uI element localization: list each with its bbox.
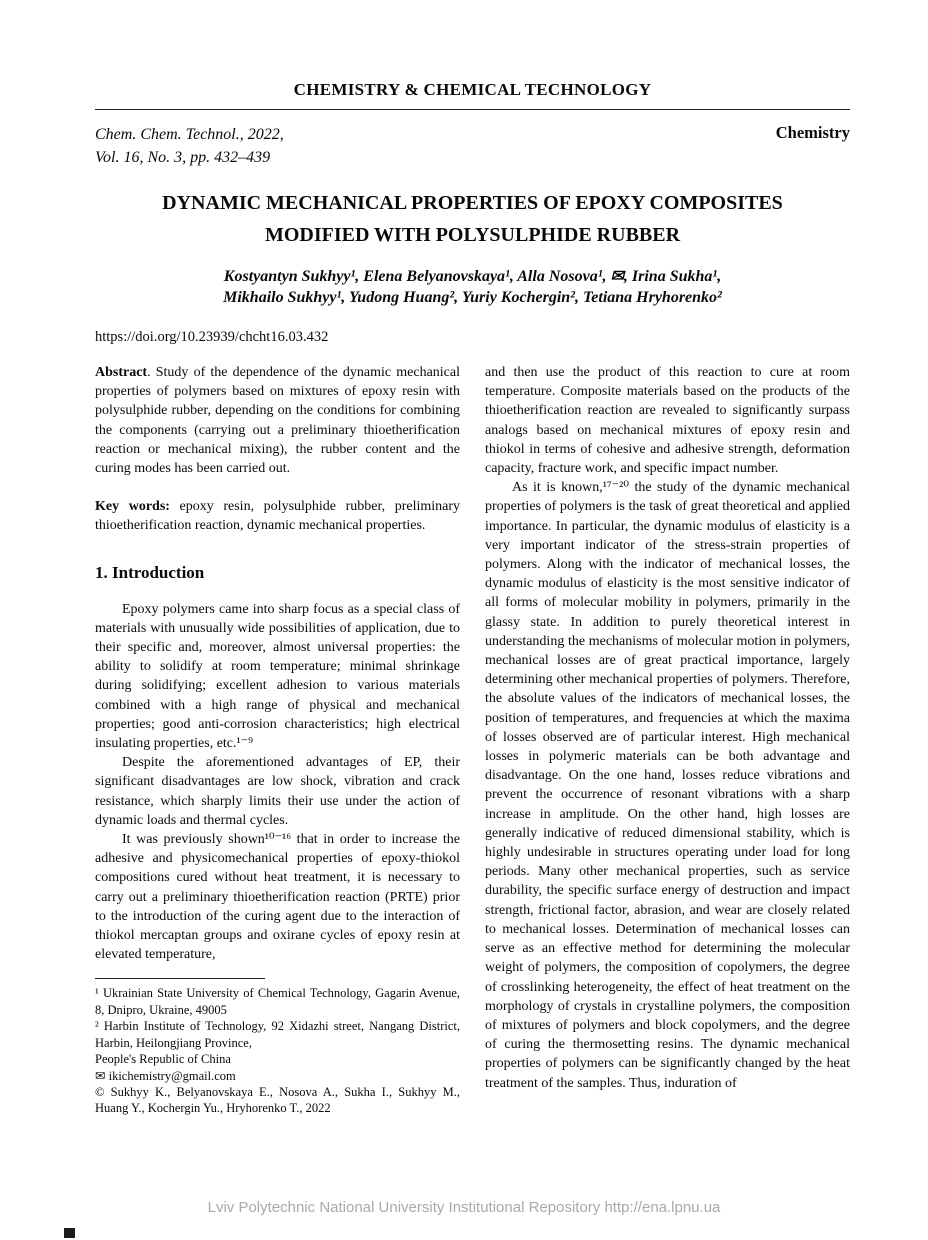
author-list [95,266,850,308]
citation-line-1: Chem. Chem. Technol., 2022, [95,126,284,143]
journal-name: CHEMISTRY & CHEMICAL TECHNOLOGY [293,80,652,99]
author-line-2: Mikhailo Sukhyy¹, Yudong Huang², Yuriy Kochergin², Tetiana Hryhorenko² [223,289,722,306]
two-column-body [95,363,850,1117]
article-title [95,187,850,251]
footnote-affiliation-2-continued: People's Republic of China [95,1052,231,1067]
citation-line-2: Vol. 16, No. 3, pp. 432–439 [95,149,271,166]
keywords-paragraph [95,497,460,535]
page-corner-artifact [64,1228,75,1238]
abstract-paragraph [95,363,460,478]
left-column [95,363,460,1117]
intro-paragraph-2: Despite the aforementioned advantages of EP, their significant disadvantages are low shock, vibration and crack resistance, which sharply limits their use under the action of dynamic loads and thermal cycles. [95,755,460,828]
right-column [485,363,850,1117]
section-heading-introduction: 1. Introduction [95,562,205,582]
author-line-1: Kostyantyn Sukhyy¹, Elena Belyanovskaya¹, Alla Nosova¹, ✉, Irina Sukha¹, [223,268,722,285]
repository-footer: Lviv Polytechnic National University Institutional Repository http://ena.lpnu.ua [207,1199,721,1216]
footnote-copyright: © Sukhyy K., Belyanovskaya E., Nosova A., Sukha I., Sukhyy M., Huang Y., Kochergin Yu., Hryhorenko T., 2022 [95,1084,460,1116]
citation-info [95,123,284,169]
intro-paragraph-3: It was previously shown¹⁰⁻¹⁶ that in order to increase the adhesive and physicomechanical properties of epoxy-thiokol compositions cured without heat treatment, it is necessary to carry out a preliminary thioetherification reaction (PRTE) prior to the introduction of the curing agent due to the interaction of thiokol mercaptan groups and oxirane cycles of epoxy resin at elevated temperature, [95,832,460,963]
footnotes-block [95,978,460,1116]
keywords-text: epoxy resin, polysulphide rubber, preliminary thioetherification reaction, dynamic mechanical properties. [95,499,461,534]
citation-block [95,123,850,169]
title-line-2: MODIFIED WITH POLYSULPHIDE RUBBER [264,224,681,246]
footnote-affiliation-1: ¹ Ukrainian State University of Chemical Technology, Gagarin Avenue, 8, Dnipro, Ukraine, 49005 [95,986,460,1017]
title-line-1: DYNAMIC MECHANICAL PROPERTIES OF EPOXY COMPOSITES [162,192,783,214]
abstract-label: Abstract [95,365,148,380]
intro-paragraph-1: Epoxy polymers came into sharp focus as a special class of materials with unusually wide possibilities of application, due to their specific and, moreover, almost universal properties: the ability to solidify at room temperature; minimal shrinkage during solidifying; excellent adhesion to various materials combined with a high range of physical and mechanical properties; good anti-corrosion characteristics; high electrical insulating properties, etc.¹⁻⁹ [95,601,460,752]
footnote-email[interactable]: ✉ ikichemistry@gmail.com [95,1068,236,1083]
continuation-paragraph-1: and then use the product of this reaction to cure at room temperature. Composite materials based on the products of the thioetherification reaction are revealed to significantly surpass analogs based on mechanical mixtures of epoxy resin and thiokol in terms of cohesive and adhesive strength, deformation capacity, fracture work, and specific impact number. [485,365,850,477]
footnote-affiliation-2: ² Harbin Institute of Technology, 92 Xidazhi street, Nangang District, Harbin, Heilongjiang Province, [95,1019,460,1050]
footnote-rule [95,978,265,979]
continuation-paragraph-2: As it is known,¹⁷⁻²⁰ the study of the dynamic mechanical properties of polymers is the task of great theoretical and applied importance. In particular, the dynamic modulus of elasticity is a very important indicator of the stress-strain properties of polymers. Along with the indicator of mechanical losses, the dynamic modulus of elasticity is the most sensitive indicator of all forms of molecular mobility in polymers, primarily in the glassy state. In addition to purely theoretical interest in understanding the mechanisms of molecular motion in polymers, mechanical losses are of great practical importance, largely determining other mechanical properties of polymers. Therefore, the absolute values of the indicators of mechanical losses, the position of temperatures, and frequencies at which the maxima of losses observed are of particular interest. High mechanical losses in polymeric materials can be both advantage and disadvantage. On the one hand, losses reduce vibrations and prevent the occurrence of resonant vibrations with a sharp increase in amplitude. On the other hand, high losses are generally indicative of reduced dimensional stability, which is highly undesirable in structures operating under load for long periods. Many other mechanical properties, such as service durability, the specific surface energy of destruction and impact strength, frictional factor, abrasion, and wear are closely related to mechanical losses. Determination of mechanical losses can serve as an effective method for determining the molecular weight of polymers, the composition of copolymers, the degree of crosslinking heterogeneity, the effect of heat treatment on the morphology of crystals in crystalline polymers, the composition of mixtures of polymers and block copolymers, and the degree of curing the thermosetting resins. The dynamic mechanical properties of polymers can be significantly changed by the heat treatment of the samples. Thus, induration of [485,480,850,1091]
running-head [95,80,850,110]
abstract-text: . Study of the dependence of the dynamic mechanical properties of polymers based on mixtures of epoxy resin with polysulphide rubber, depending on the conditions for combining the components (carrying out a preliminary thioetherification reaction or mechanical mixing), the rubber content and the curing modes has been carried out. [95,365,460,477]
doi-link[interactable]: https://doi.org/10.23939/chcht16.03.432 [95,329,329,345]
header-rule [95,109,850,110]
keywords-label: Key words: [95,499,170,515]
journal-section-label: Chemistry [775,123,850,142]
